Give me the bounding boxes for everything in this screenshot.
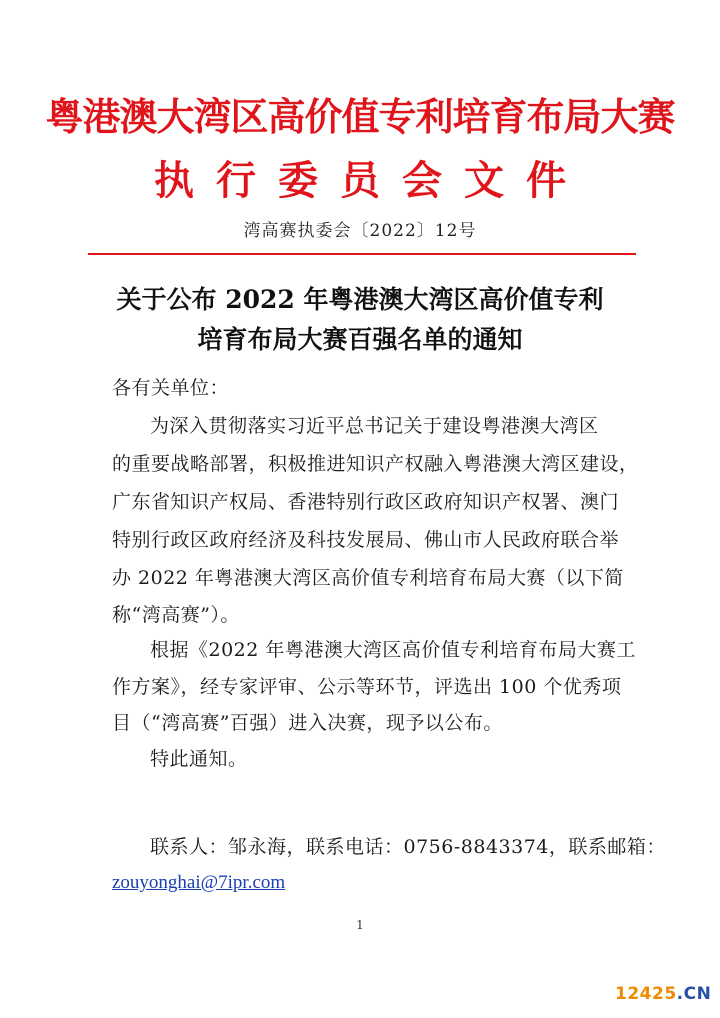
paragraph1-line: 广东省知识产权局、香港特别行政区政府知识产权署、澳门 [112,491,620,513]
header-title-line1: 粤港澳大湾区高价值专利培育布局大赛 [45,95,675,139]
notice-title-line2: 培育布局大赛百强名单的通知 [197,325,523,354]
site-watermark-logo [615,984,711,1004]
document-number: 湾高赛执委会〔2022〕12号 [243,221,477,241]
watermark-number: 12425 [615,984,677,1004]
contact-line: 联系人：邹永海，联系电话：0756-8843374，联系邮箱： [150,836,666,858]
paragraph1-line: 称“湾高赛”）。 [112,604,240,626]
closing-line: 特此通知。 [150,748,248,770]
watermark-tld: CN [683,984,712,1004]
contact-email-link[interactable]: zouyonghai@7ipr.com [112,872,286,893]
page-number: 1 [356,918,364,932]
paragraph1-line: 为深入贯彻落实习近平总书记关于建设粤港澳大湾区 [150,415,599,437]
salutation: 各有关单位： [112,377,230,399]
paragraph1-line: 特别行政区政府经济及科技发展局、佛山市人民政府联合举 [112,529,620,551]
paragraph1-line: 的重要战略部署，积极推进知识产权融入粤港澳大湾区建设， [112,453,639,475]
notice-title-line1: 关于公布 2022 年粤港澳大湾区高价值专利 [116,285,604,314]
paragraph2-line: 目（“湾高赛”百强）进入决赛，现予以公布。 [112,712,503,734]
header-divider [88,253,636,255]
header-title-line2: 执行委员会文件 [154,158,588,204]
paragraph2-line: 作方案》，经专家评审、公示等环节，评选出 100 个优秀项 [112,676,622,698]
paragraph1-line: 办 2022 年粤港澳大湾区高价值专利培育布局大赛（以下简 [112,567,624,589]
paragraph2-line: 根据《2022 年粤港澳大湾区高价值专利培育布局大赛工 [150,639,636,661]
watermark-dot: . [676,984,684,1004]
